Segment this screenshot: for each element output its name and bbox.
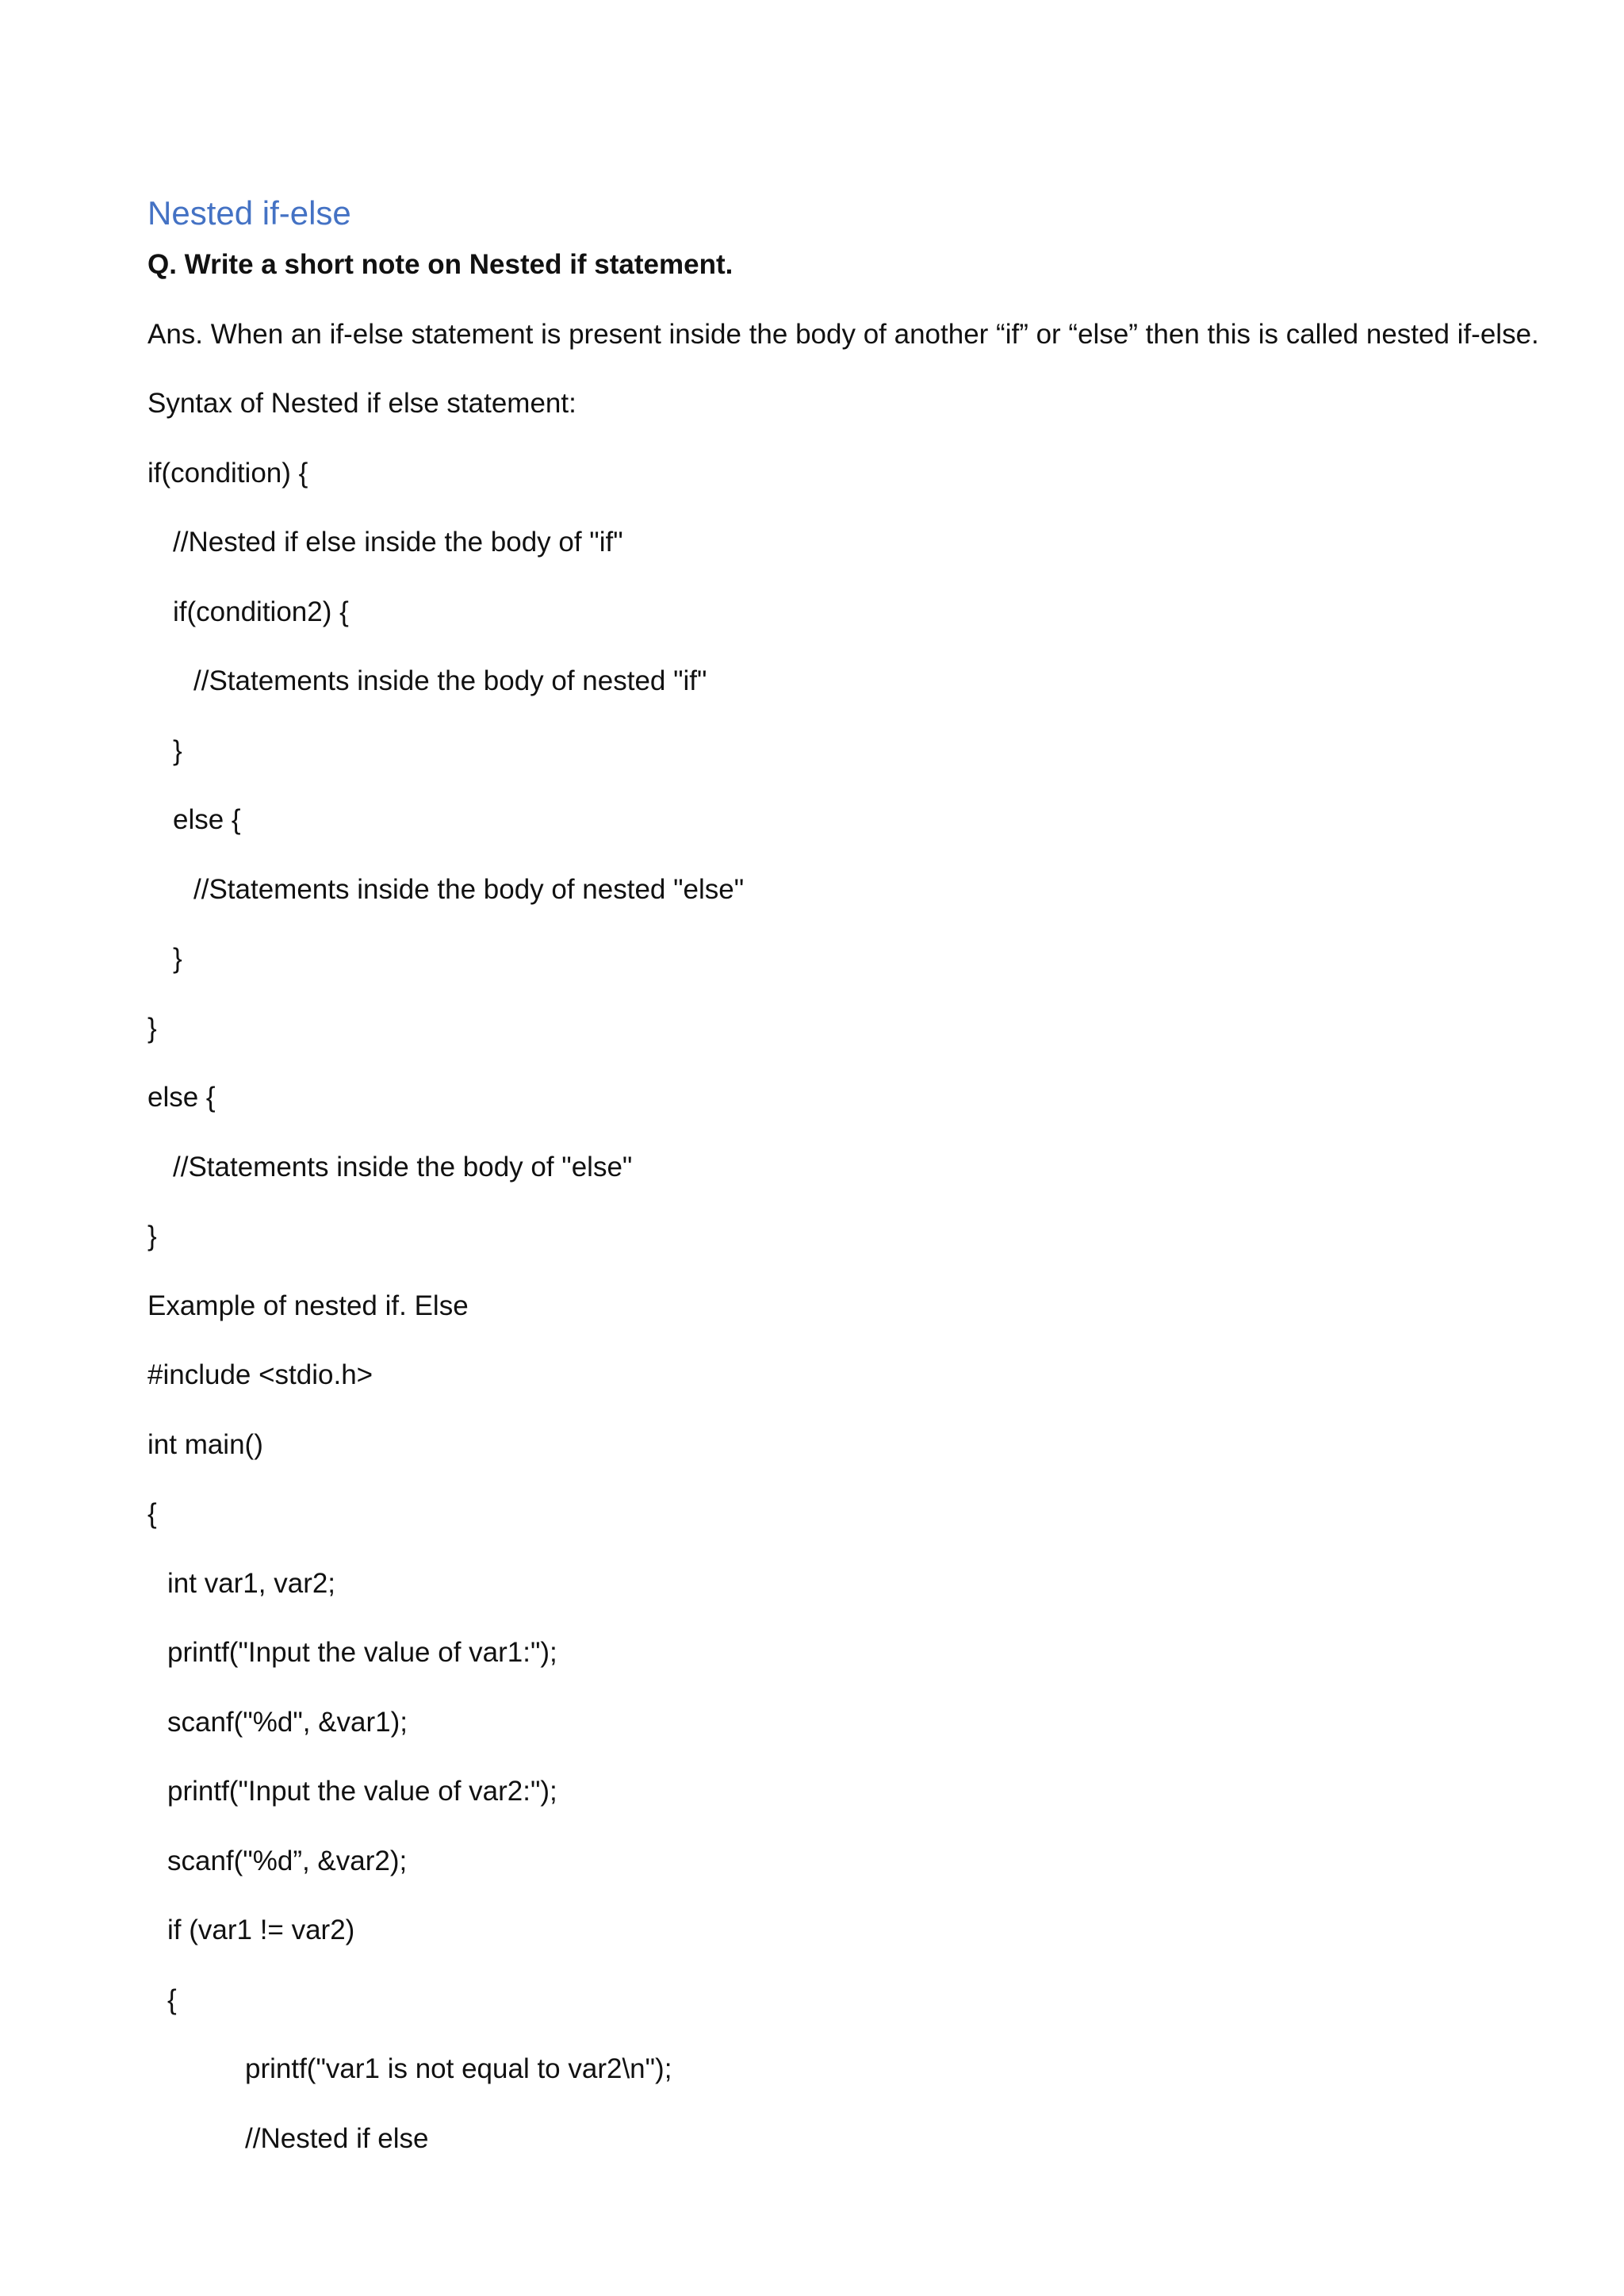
syntax-line: if(condition2) { <box>173 596 349 627</box>
question-text: Q. Write a short note on Nested if statement. <box>147 249 733 280</box>
syntax-line: else { <box>173 804 241 835</box>
syntax-line: //Statements inside the body of nested "if" <box>193 665 707 696</box>
code-line: printf("Input the value of var1:"); <box>167 1637 557 1668</box>
code-line: scanf("%d”, &var2); <box>167 1846 408 1876</box>
example-label: Example of nested if. Else <box>147 1290 469 1321</box>
syntax-line: } <box>147 1013 157 1044</box>
code-line: #include <stdio.h> <box>147 1359 373 1390</box>
syntax-line: //Nested if else inside the body of "if" <box>173 527 623 558</box>
code-line: scanf("%d", &var1); <box>167 1707 408 1738</box>
syntax-line: else { <box>147 1082 216 1113</box>
code-line: //Nested if else <box>245 2123 429 2154</box>
code-line: if (var1 != var2) <box>167 1915 355 1945</box>
syntax-line: } <box>173 943 182 974</box>
section-heading: Nested if-else <box>147 194 351 232</box>
syntax-line: //Statements inside the body of nested "else" <box>193 874 745 905</box>
code-line: int main() <box>147 1429 263 1460</box>
answer-text: Ans. When an if-else statement is present inside the body of another “if” or “else” then this is called nested if-else. <box>147 319 1539 350</box>
code-line: { <box>167 1984 177 2015</box>
syntax-line: } <box>173 735 182 766</box>
code-line: printf("var1 is not equal to var2\n"); <box>245 2053 672 2084</box>
syntax-line: } <box>147 1221 157 1251</box>
syntax-line: //Statements inside the body of "else" <box>173 1152 633 1182</box>
syntax-line: if(condition) { <box>147 458 308 489</box>
code-line: int var1, var2; <box>167 1568 336 1599</box>
syntax-label: Syntax of Nested if else statement: <box>147 388 576 419</box>
code-line: { <box>147 1498 157 1529</box>
code-line: printf("Input the value of var2:"); <box>167 1776 557 1807</box>
